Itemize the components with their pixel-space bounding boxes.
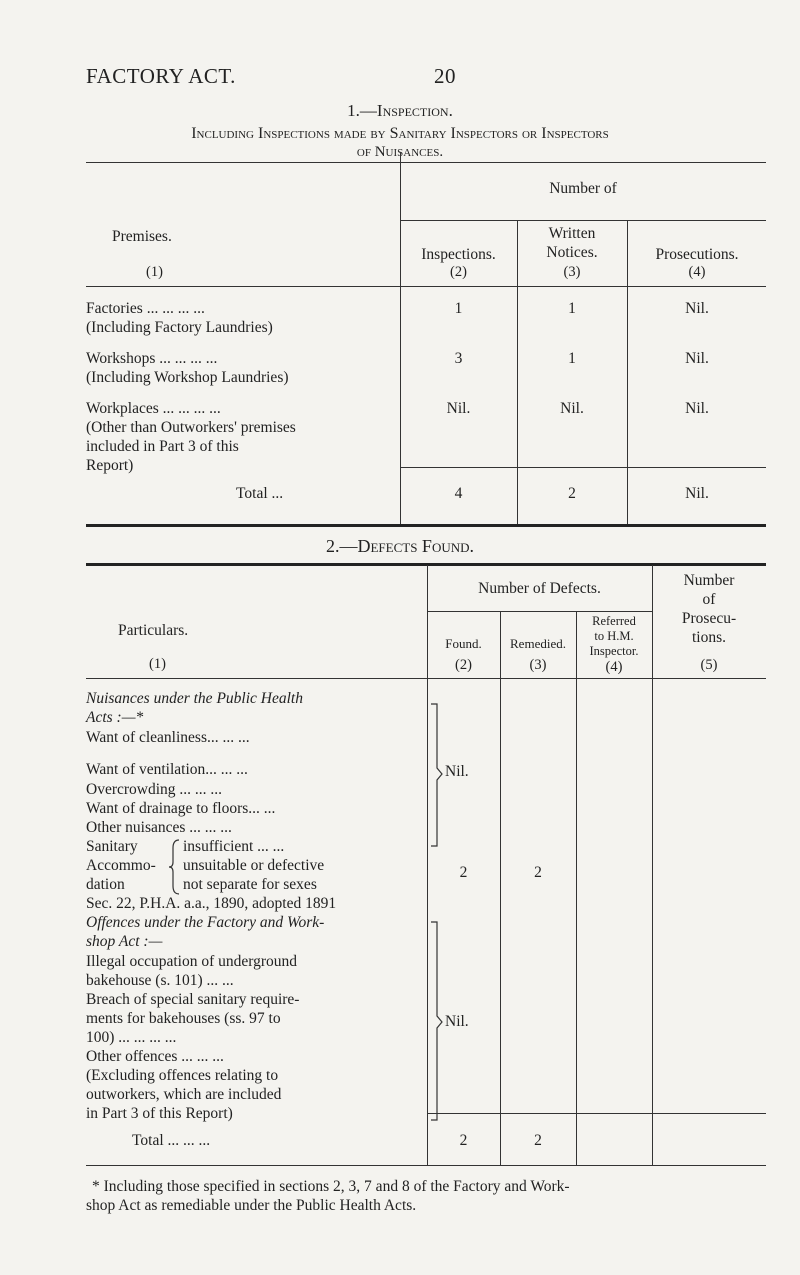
section1-subheading-2: of Nuisances. — [356, 144, 444, 160]
table1-top-rule — [86, 162, 766, 163]
table2-header-bottom-rule — [86, 678, 766, 679]
row-workshops-label: Workshops ... ... ... ... — [86, 350, 218, 367]
table2-divider-remedied — [576, 611, 577, 1165]
row-workshops-notices: 1 — [568, 350, 576, 367]
table1-header-bottom-rule — [86, 286, 766, 287]
row-workplaces-prosecutions: Nil. — [685, 400, 709, 417]
row-workplaces-inspections: Nil. — [446, 400, 471, 417]
col-number-of-header: Number of — [549, 180, 617, 197]
col-prosecutions2-header-2: of — [702, 591, 716, 608]
col-found-num: (2) — [455, 657, 472, 673]
table2-top-rule — [86, 563, 766, 566]
sanitary-found-value: 2 — [459, 864, 468, 881]
offences-found-value: Nil. — [445, 1013, 469, 1030]
table1-divider-premises — [400, 152, 401, 524]
row-workplaces-sub-1: (Other than Outworkers' premises — [86, 419, 296, 436]
total1-notices: 2 — [568, 485, 576, 502]
page-number: 20 — [434, 64, 456, 88]
running-head-title: FACTORY ACT. — [86, 64, 236, 88]
col-written-num: (3) — [563, 264, 581, 280]
nuisance-item-other: Other nuisances ... ... ... — [86, 819, 232, 836]
sanitary-remedied-value: 2 — [534, 864, 542, 881]
offence-line-6: Other offences ... ... ... — [86, 1048, 224, 1065]
col-prosecutions2-header-3: Prosecu- — [681, 610, 737, 627]
col-referred-header-2: to H.M. — [594, 629, 634, 643]
total1-prosecutions: Nil. — [685, 485, 709, 502]
table1-bottom-rule — [86, 524, 766, 527]
section2-heading: 2.—Defects Found. — [325, 536, 475, 556]
col-premises-num: (1) — [146, 264, 163, 280]
row-factories-sub: (Including Factory Laundries) — [86, 319, 273, 336]
nuisances-heading-1: Nuisances under the Public Health — [86, 690, 303, 707]
total2-found: 2 — [459, 1132, 468, 1149]
footnote-line-2: shop Act as remediable under the Public Health Acts. — [86, 1197, 417, 1214]
table2-subheader-rule — [427, 611, 652, 612]
sec22-line: Sec. 22, P.H.A. a.a., 1890, adopted 1891 — [86, 895, 337, 912]
offences-heading-1: Offences under the Factory and Work- — [86, 914, 325, 931]
row-workplaces-notices: Nil. — [560, 400, 584, 417]
total1-inspections: 4 — [454, 485, 463, 502]
nuisances-heading-2: Acts :—* — [86, 709, 144, 726]
section1-subheading-1: Including Inspections made by Sanitary Inspectors or Inspectors — [191, 125, 609, 142]
row-factories-inspections: 1 — [454, 300, 463, 317]
total2-label: Total ... ... ... — [132, 1132, 211, 1149]
col-found-header: Found. — [445, 636, 482, 651]
total2-remedied: 2 — [534, 1132, 542, 1149]
nuisance-item-ventilation: Want of ventilation... ... ... — [86, 761, 248, 778]
nuisance-item-cleanliness: Want of cleanliness... ... ... — [86, 729, 250, 746]
col-remedied-num: (3) — [529, 657, 547, 673]
col-written-header-1: Written — [548, 225, 596, 242]
sanitary-label-3: dation — [86, 876, 125, 893]
col-referred-header-1: Referred — [592, 614, 636, 628]
sanitary-item-unsuitable: unsuitable or defective — [183, 857, 325, 874]
offence-line-2: bakehouse (s. 101) ... ... — [86, 972, 234, 989]
row-workshops-prosecutions: Nil. — [685, 350, 709, 367]
footnote-line-1: * Including those specified in sections 2, 3, 7 and 8 of the Factory and Work- — [92, 1178, 570, 1195]
col-prosecutions-header: Prosecutions. — [655, 246, 739, 263]
sanitary-label-2: Accommo- — [86, 857, 156, 874]
offence-line-8: outworkers, which are included — [86, 1086, 282, 1103]
row-factories-notices: 1 — [568, 300, 576, 317]
sanitary-brace — [168, 838, 182, 896]
offence-line-9: in Part 3 of this Report) — [86, 1105, 233, 1122]
total1-label: Total ... — [236, 485, 284, 502]
row-factories-prosecutions: Nil. — [685, 300, 709, 317]
table1-subheader-rule — [400, 220, 766, 221]
row-workplaces-label: Workplaces ... ... ... ... — [86, 400, 221, 417]
col-particulars-num: (1) — [149, 656, 166, 672]
row-workshops-sub: (Including Workshop Laundries) — [86, 369, 289, 386]
col-written-header-2: Notices. — [546, 244, 598, 261]
col-inspections-num: (2) — [450, 264, 467, 280]
sanitary-label-1: Sanitary — [86, 838, 138, 855]
nuisance-item-drainage: Want of drainage to floors... ... — [86, 800, 276, 817]
col-prosecutions2-num: (5) — [700, 657, 718, 673]
col-inspections-header: Inspections. — [421, 246, 496, 263]
col-remedied-header: Remedied. — [510, 636, 566, 651]
col-premises-header: Premises. — [112, 228, 172, 245]
table2-bottom-rule — [86, 1165, 766, 1166]
col-particulars-header: Particulars. — [118, 622, 189, 639]
table2-total-rule — [427, 1113, 766, 1114]
offence-line-7: (Excluding offences relating to — [86, 1067, 279, 1084]
table1-total-rule — [400, 467, 766, 468]
nuisance-item-overcrowding: Overcrowding ... ... ... — [86, 781, 223, 798]
sanitary-item-insufficient: insufficient ... ... — [183, 838, 285, 855]
col-prosecutions2-header-1: Number — [683, 572, 735, 589]
table2-divider-defects — [652, 565, 653, 1165]
col-prosecutions-num: (4) — [688, 264, 706, 280]
offence-line-1: Illegal occupation of underground — [86, 953, 298, 970]
col-number-defects-header: Number of Defects. — [478, 580, 601, 597]
offence-line-4: ments for bakehouses (ss. 97 to — [86, 1010, 281, 1027]
row-factories-label: Factories ... ... ... ... — [86, 300, 205, 317]
row-workplaces-sub-3: Report) — [86, 457, 134, 474]
col-referred-header-3: Inspector. — [589, 644, 639, 658]
row-workplaces-sub-2: included in Part 3 of this — [86, 438, 239, 455]
col-prosecutions2-header-4: tions. — [691, 629, 727, 646]
offences-heading-2: shop Act :— — [86, 933, 163, 950]
sanitary-item-not-separate: not separate for sexes — [183, 876, 317, 893]
row-workshops-inspections: 3 — [454, 350, 463, 367]
offence-line-5: 100) ... ... ... ... — [86, 1029, 177, 1046]
section1-heading: 1.—Inspection. — [347, 101, 453, 120]
offence-line-3: Breach of special sanitary require- — [86, 991, 300, 1008]
nuisances-found-value: Nil. — [445, 763, 469, 780]
col-referred-num: (4) — [605, 659, 623, 675]
table2-divider-found — [500, 611, 501, 1165]
